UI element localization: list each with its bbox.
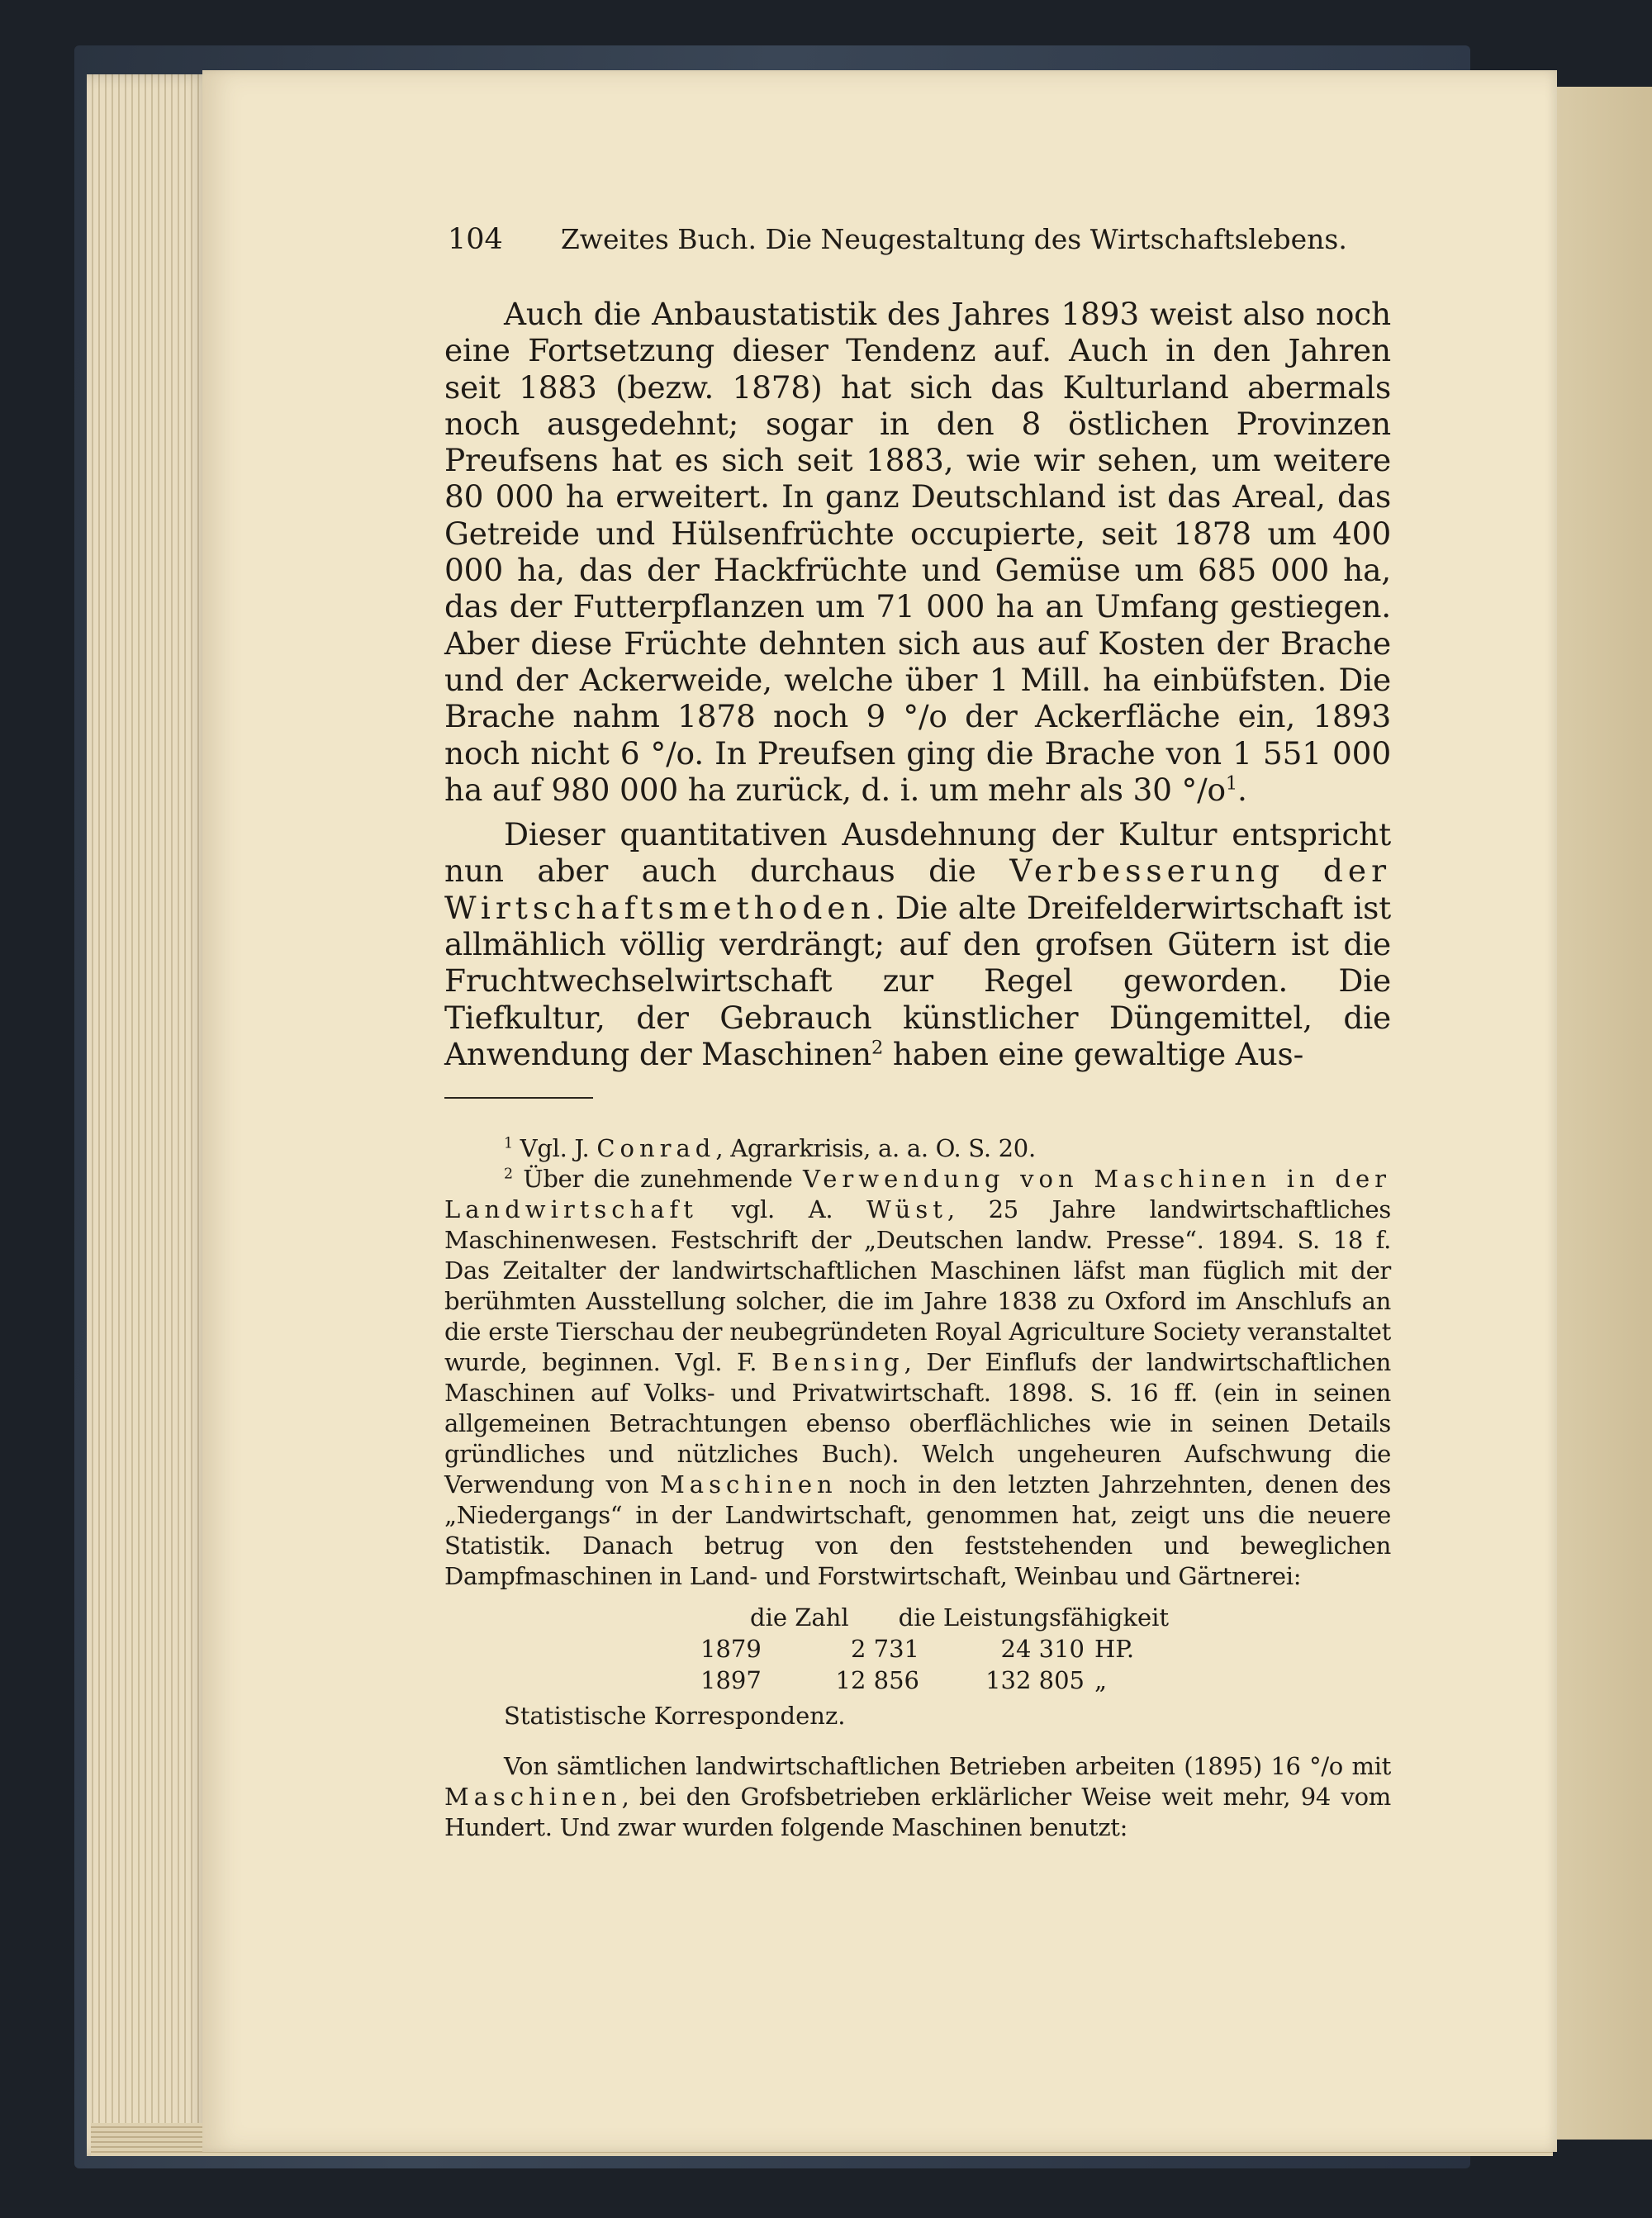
paragraph-1 <box>444 296 1391 808</box>
footnote-2-text-a: Über die zunehmende <box>512 1165 803 1194</box>
footnote-1-text: Vgl. J. <box>512 1134 597 1163</box>
table-header <box>444 1602 1391 1633</box>
main-text <box>444 296 1391 1072</box>
page-number: 104 <box>448 223 503 256</box>
footnote-2-cont-text-a: Von sämtlichen landwirtschaftlichen Betrieben arbeiten (1895) 16 °/o mit <box>504 1752 1391 1781</box>
page-text-area <box>444 223 1391 1843</box>
table-cell-count: 2 731 <box>850 1635 919 1664</box>
footnote-2-marker: 2 <box>504 1166 513 1183</box>
paragraph-1-end: . <box>1237 771 1247 808</box>
table-cell-count: 12 856 <box>835 1666 919 1695</box>
table-cell-year: 1897 <box>700 1666 762 1695</box>
footnote-2 <box>444 1164 1391 1592</box>
footnote-2-text-d: , Der Einflufs der landwirtschaftlichen Maschinen auf Volks- und Privatwirtschaft. 1898. S. 16 ff. (ein in seinen allgemeinen Betrachtungen ebenso oberflächliches wie in seinen Details gründliches und nützliches Buch). Welch ungeheuren Aufschwung die Verwendung von <box>444 1348 1391 1499</box>
paragraph-2-emphasis: Verbesserung der Wirtschaftsmethoden <box>444 853 1391 926</box>
table-cell-year: 1879 <box>700 1635 762 1664</box>
running-header <box>444 223 1391 273</box>
footnote-2-cont-emphasis: Maschinen <box>444 1783 622 1812</box>
column-header-capacity: die Leistungsfähigkeit <box>898 1603 1170 1632</box>
footnote-2-author-bensing: Bensing <box>771 1348 904 1377</box>
footnote-2-emphasis-b: Maschinen <box>660 1470 838 1499</box>
paragraph-1-text: Auch die Anbaustatistik des Jahres 1893 weist also noch eine Fortsetzung dieser Tendenz auf. Auch in den Jahren seit 1883 (bezw. 1878) hat sich das Kulturland abermals noch ausgedehnt; sogar in den 8 östlichen Provinzen Preufsens hat es sich seit 1883, wie wir sehen, um weitere 80 000 ha erweitert. In ganz Deutschland ist das Areal, das Getreide und Hülsenfrüchte occupierte, seit 1878 um 400 000 ha, das der Hackfrüchte und Gemüse um 685 000 ha, das der Futterpflanzen um 71 000 ha an Umfang gestiegen. Aber diese Früchte dehnten sich aus auf Kosten der Brache und der Ackerweide, welche über 1 Mill. ha einbüfsten. Die Brache nahm 1878 noch 9 °/o der Ackerfläche ein, 1893 noch nicht 6 °/o. In Preufsen ging die Brache von 1 551 000 ha auf 980 000 ha zurück, d. i. um mehr als 30 °/o <box>444 296 1391 808</box>
footnote-2-continuation <box>444 1751 1391 1843</box>
footnote-1-marker: 1 <box>504 1135 513 1152</box>
footnote-2-cont-text-b: , bei den Grofsbetrieben erklärlicher Weise weit mehr, 94 vom Hundert. Und zwar wurden folgende Maschinen benutzt: <box>444 1783 1391 1842</box>
paragraph-2-part1: Dieser quantitativen Ausdehnung der Kultur entspricht nun aber auch durchaus die <box>444 816 1391 890</box>
footnote-2-author-wuest: Wüst <box>866 1195 947 1224</box>
table-row <box>444 1665 1391 1696</box>
table-cell-capacity: 24 310 <box>1000 1635 1085 1664</box>
footnote-1 <box>444 1133 1391 1164</box>
paragraph-2-part2: . Die alte Dreifelderwirtschaft ist allmählich völlig verdrängt; auf den grofsen Gütern ist die Fruchtwechselwirtschaft zur Regel geworden. Die Tiefkultur, der Gebrauch künstlicher Düngemittel, die Anwendung der Maschinen <box>444 889 1391 1072</box>
table-cell-unit: HP. <box>1094 1635 1135 1664</box>
table-source: Statistische Korrespondenz. <box>504 1702 846 1731</box>
paragraph-2-part3: haben eine gewaltige Aus- <box>883 1035 1304 1072</box>
footnote-2-text-c: , 25 Jahre landwirtschaftliches Maschinenwesen. Festschrift der „Deutschen landw. Presse“. 1894. S. 18 f. Das Zeitalter der landwirtschaftlichen Maschinen läfst man füglich mit der berühmten Ausstellung solcher, die im Jahre 1838 zu Oxford im Anschlufs an die erste Tierschau der neubegründeten Royal Agriculture Society veranstaltet wurde, beginnen. Vgl. F. <box>444 1195 1391 1377</box>
footnote-ref-1: 1 <box>1225 772 1238 795</box>
footnote-1-author: Conrad <box>596 1134 716 1163</box>
page-edges-left <box>87 74 211 2156</box>
footnote-2-text-b: vgl. A. <box>697 1195 867 1224</box>
table-cell-unit: „ <box>1094 1666 1108 1695</box>
facing-page-edge <box>1557 87 1652 2140</box>
footnote-ref-2: 2 <box>871 1037 884 1059</box>
paragraph-2 <box>444 816 1391 1072</box>
footnote-2-text-e: noch in den letzten Jahrzehnten, denen des „Niedergangs“ in der Landwirtschaft, genommen hat, zeigt uns die neuere Statistik. Danach betrug von den feststehenden und beweglichen Dampfmaschinen in Land- und Forstwirtschaft, Weinbau und Gärtnerei: <box>444 1470 1391 1591</box>
table-row <box>444 1633 1391 1665</box>
column-header-count: die Zahl <box>750 1603 849 1632</box>
footnotes <box>444 1133 1391 1843</box>
footnote-1-rest: , Agrarkrisis, a. a. O. S. 20. <box>715 1134 1036 1163</box>
footnote-divider <box>444 1097 593 1099</box>
steam-engine-table <box>444 1602 1391 1696</box>
table-cell-capacity: 132 805 <box>985 1666 1085 1695</box>
running-title: Zweites Buch. Die Neugestaltung des Wirtschaftslebens. <box>560 223 1347 255</box>
footnote-2-emphasis-a: Verwendung von Maschinen in der Landwirtschaft <box>444 1165 1391 1224</box>
